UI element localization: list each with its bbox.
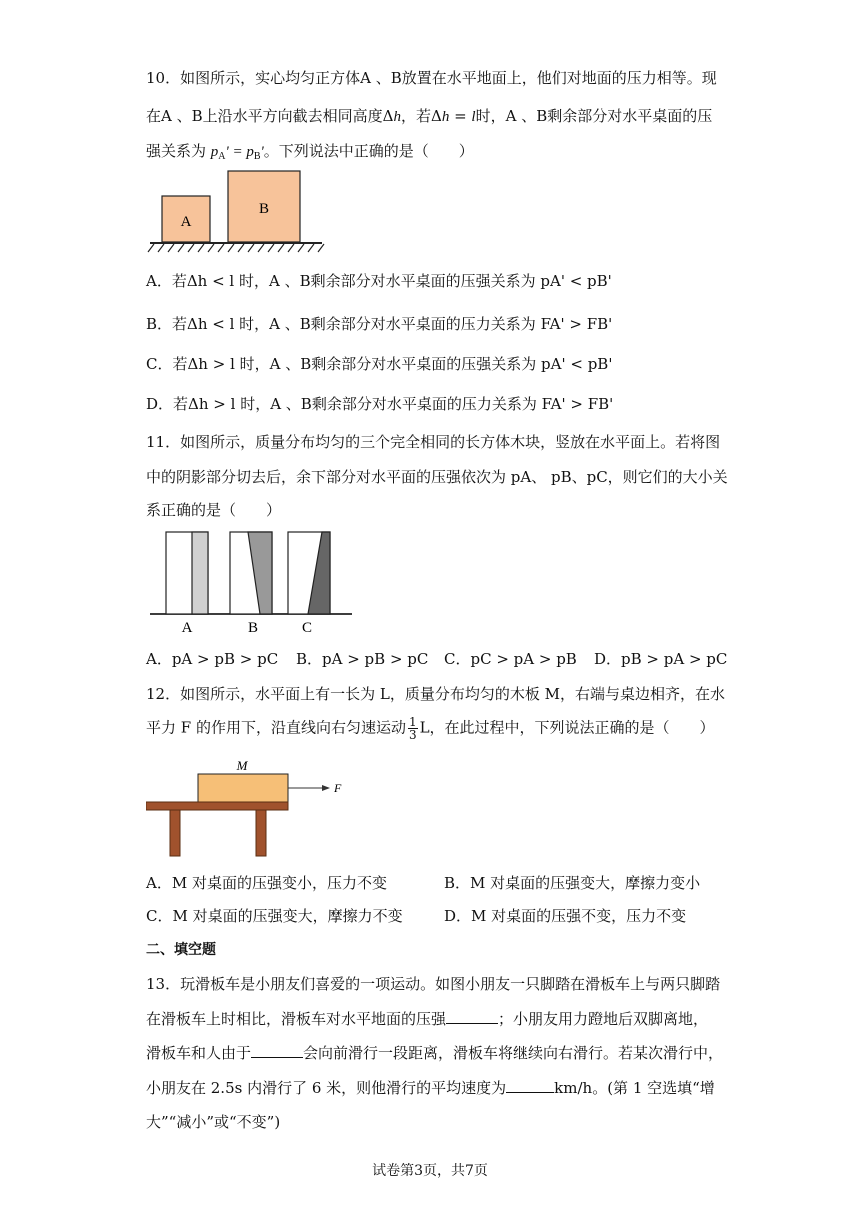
q13-blank-1[interactable] (446, 1009, 498, 1024)
q10-option-c[interactable]: C．若Δh > l 时，A 、B剩余部分对水平桌面的压强关系为 pA' < pB' (146, 355, 613, 373)
q12-arrow-head (322, 785, 330, 791)
q10-var-h2: h (441, 109, 450, 125)
q13-line4 (146, 1077, 715, 1099)
q10-label-a: A (180, 214, 192, 230)
section-heading: 二、填空题 (146, 942, 216, 958)
q10-line2: 在A 、B上沿水平方向截去相同高度Δh，若Δh = l时，A 、B剩余部分对水平桌面的压 (146, 107, 713, 125)
q11-option-d[interactable]: D．pB > pA > pC (594, 650, 728, 668)
q13-line4-part-b: km/h。(第 1 空选填“增 (554, 1079, 715, 1097)
q12-line2 (146, 716, 715, 741)
q10-ground-hatch (148, 244, 324, 252)
q10-line2-part-c: 时，A 、B剩余部分对水平桌面的压 (475, 107, 713, 125)
q13-line2 (146, 1008, 708, 1030)
q13-blank-3[interactable] (506, 1078, 554, 1093)
q10-label-b: B (258, 201, 270, 217)
q12-option-b[interactable]: B．M 对桌面的压强变大，摩擦力变小 (444, 874, 701, 892)
q10-option-a[interactable]: A．若Δh < l 时，A 、B剩余部分对水平桌面的压强关系为 pA' < pB' (146, 272, 612, 290)
q12-frac-den: 3 (408, 728, 417, 742)
q12-label-f: F (334, 781, 342, 795)
q11-line2: 中的阴影部分切去后，余下部分对水平面的压强依次为 pA、 pB、pC，则它们的大小关 (146, 468, 728, 486)
q12-tabletop (146, 802, 288, 810)
q12-option-c[interactable]: C．M 对桌面的压强变大，摩擦力不变 (146, 907, 403, 925)
q10-line3-part-a: 强关系为 (146, 142, 207, 160)
q12-option-d[interactable]: D．M 对桌面的压强不变，压力不变 (444, 907, 687, 925)
q12-line1: 12．如图所示，水平面上有一长为 L，质量分布均匀的木板 M，右端与桌边相齐，在水 (146, 685, 725, 703)
q10-line3 (146, 140, 474, 168)
q12-figure (146, 756, 356, 860)
q13-line4-part-a: 小朋友在 2.5s 内滑行了 6 米，则他滑行的平均速度为 (146, 1079, 507, 1097)
q11-option-b[interactable]: B．pA > pB > pC (296, 650, 429, 668)
q10-formula: $p_A' = p_B'$ (210, 144, 264, 162)
q10-figure (146, 168, 326, 254)
q11-option-c[interactable]: C．pC > pA > pB (444, 650, 577, 668)
page-footer: 试卷第3页，共7页 (372, 1163, 488, 1179)
q10-var-l: l (471, 109, 476, 125)
q12-fraction (408, 716, 418, 741)
q11-line1: 11．如图所示，质量分布均匀的三个完全相同的长方体木块，竖放在水平面上。若将图 (146, 433, 721, 451)
q13-line2-part-a: 在滑板车上时相比，滑板车对水平地面的压强 (146, 1010, 447, 1028)
q10-var-h: h (393, 109, 401, 125)
q13-blank-2[interactable] (251, 1043, 303, 1058)
q12-table-leg-right (256, 810, 266, 856)
q13-line1: 13．玩滑板车是小朋友们喜爱的一项运动。如图小朋友一只脚踏在滑板车上与两只脚踏 (146, 975, 721, 993)
q13-line3 (146, 1042, 723, 1064)
q12-table-leg-left (170, 810, 180, 856)
q10-line2-part-a: 在A 、B上沿水平方向截去相同高度Δ (146, 107, 394, 125)
q10-option-d[interactable]: D．若Δh > l 时，A 、B剩余部分对水平桌面的压力关系为 FA' > FB' (146, 395, 614, 413)
q12-frac-num: 1 (408, 715, 417, 729)
q11-label-a: A (181, 620, 193, 636)
q11-option-a[interactable]: A．pA > pB > pC (146, 650, 279, 668)
q11-label-c: C (301, 620, 313, 636)
q12-label-m: M (236, 758, 248, 773)
q11-line3: 系正确的是（ ） (146, 501, 282, 519)
q10-line3-part-b: 。下列说法中正确的是（ ） (263, 142, 474, 160)
q11-shade-a (192, 532, 208, 614)
q13-line2-part-b: ；小朋友用力蹬地后双脚离地， (498, 1010, 709, 1028)
q13-line3-part-b: 会向前滑行一段距离，滑板车将继续向右滑行。若某次滑行中， (303, 1044, 724, 1062)
q11-label-b: B (247, 620, 259, 636)
q13-line5: 大”“减小”或“不变”) (146, 1113, 281, 1131)
q10-line1: 10．如图所示，实心均匀正方体A 、B放置在水平地面上，他们对地面的压力相等。现 (146, 69, 717, 87)
q12-option-a[interactable]: A．M 对桌面的压强变小，压力不变 (146, 874, 387, 892)
q10-line2-part-b: ，若Δ (400, 107, 442, 125)
q12-line2-part-b: L，在此过程中，下列说法正确的是（ ） (419, 718, 715, 737)
q13-line3-part-a: 滑板车和人由于 (146, 1044, 252, 1062)
q10-option-b[interactable]: B．若Δh < l 时，A 、B剩余部分对水平桌面的压力关系为 FA' > FB' (146, 315, 613, 333)
q11-figure (146, 528, 356, 638)
q12-line2-part-a: 平力 F 的作用下，沿直线向右匀速运动 (146, 718, 406, 737)
q12-board-m (198, 774, 288, 802)
